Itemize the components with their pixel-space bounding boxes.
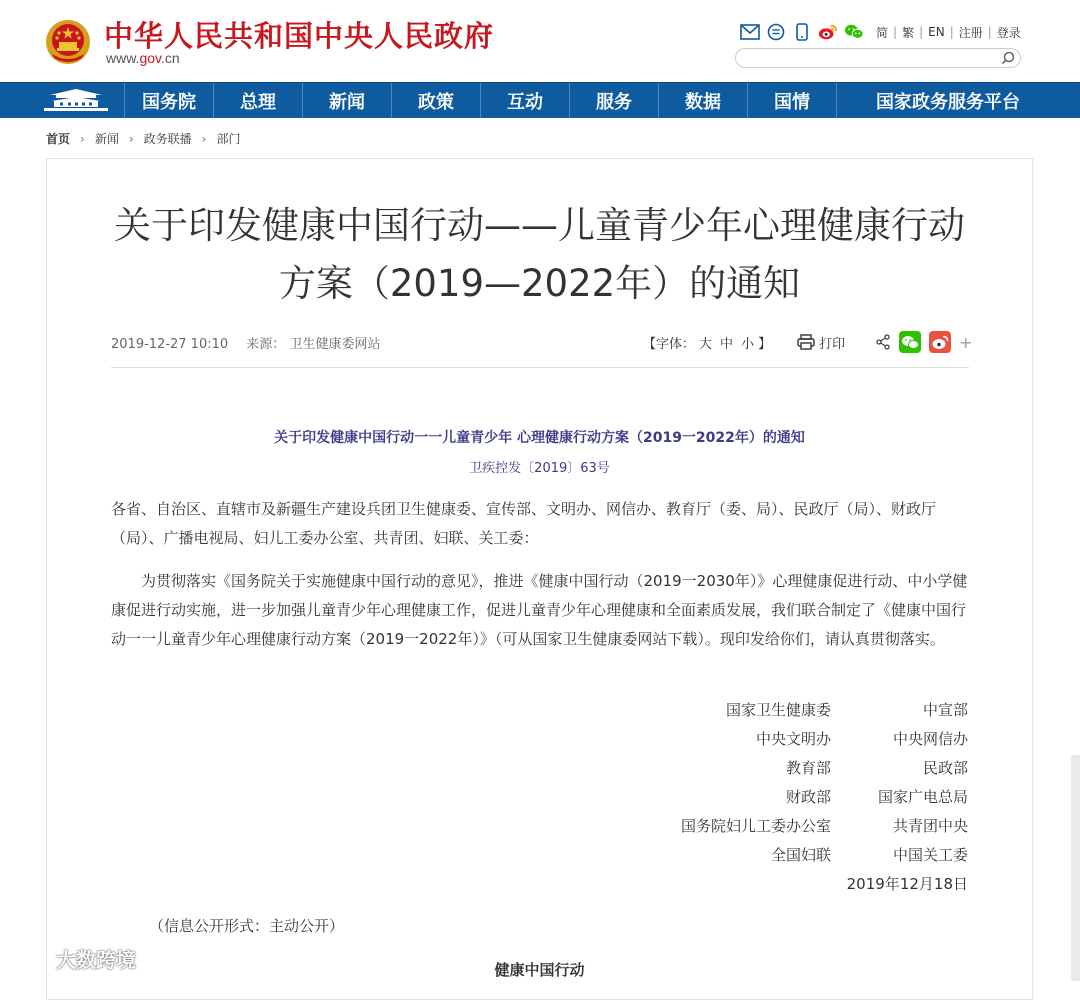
register-link[interactable]: 注册 (958, 25, 983, 40)
signer-left: 国家卫生健康委 (725, 701, 831, 719)
separator: | (987, 25, 992, 39)
nav-item-news[interactable]: 新闻 (302, 83, 391, 118)
font-size-label: 【字体： (643, 336, 696, 352)
font-size-large[interactable]: 大 (699, 336, 713, 352)
signer-right: 共青团中央 (892, 817, 968, 835)
lang-english-link[interactable]: EN (928, 25, 945, 39)
body-paragraph: 为贯彻落实《国务院关于实施健康中国行动的意见》，推进《健康中国行动（2019一2030年）》心理健康促进行动、中小学健康促进行动实施，进一步加强儿童青少年心理健康工作，促进儿童青少年心理健康和全面素质发展，我们联合制定了《健康中国行动一一儿童青少年心理健康行动方案（2019一2022年）》（可从国家卫生健康委网站下载）。现印发给你们，请认真贯彻落实。 (111, 572, 968, 648)
wechat-icon[interactable] (844, 22, 864, 42)
breadcrumb-gov-broadcast[interactable]: 政务联播 (143, 132, 192, 146)
breadcrumb (46, 130, 241, 147)
site-url-gov: gov (139, 50, 161, 66)
nav-item-premier[interactable]: 总理 (213, 83, 302, 118)
font-size-medium[interactable]: 中 (720, 336, 734, 352)
search-input[interactable] (735, 48, 1021, 68)
share-icon[interactable] (875, 334, 891, 350)
addressee-paragraph: 各省、自治区、直辖市及新疆生产建设兵团卫生健康委、宣传部、文明办、网信办、教育厅（委、局）、民政厅（局）、财政厅（局）、广播电视局、妇儿工委办公室、共青团、妇联、关工委： (111, 500, 937, 547)
site-url-prefix: www. (106, 50, 140, 66)
lang-simplified-link[interactable]: 简 (876, 25, 889, 40)
nav-item-state-council[interactable]: 国务院 (124, 83, 213, 118)
main-nav (0, 82, 1080, 118)
tiananmen-home-icon[interactable] (36, 87, 116, 114)
signer-right: 国家广电总局 (877, 788, 968, 806)
font-size-close: 】 (758, 336, 772, 352)
font-size-control (643, 333, 771, 352)
issue-date: 2019年12月18日 (846, 875, 968, 893)
nav-item-national-info[interactable]: 国情 (747, 83, 836, 118)
signer-right: 中宣部 (922, 701, 968, 719)
font-size-small[interactable]: 小 (741, 336, 755, 352)
weibo-icon[interactable] (818, 22, 838, 42)
nav-item-data[interactable]: 数据 (658, 83, 747, 118)
breadcrumb-departments[interactable]: 部门 (216, 132, 241, 146)
print-button[interactable] (797, 333, 845, 352)
article-tools (643, 331, 973, 353)
site-header (0, 0, 1080, 82)
side-scroll-panel[interactable] (1071, 755, 1080, 981)
lang-traditional-link[interactable]: 繁 (902, 25, 915, 40)
language-links (876, 24, 1021, 41)
source-label: 来源： (246, 337, 286, 352)
signer-left: 教育部 (785, 759, 831, 777)
disclosure-note: （信息公开形式：主动公开） (149, 917, 345, 935)
signer-left: 全国妇联 (770, 846, 831, 864)
document-title: 关于印发健康中国行动一一儿童青少年 心理健康行动方案（2019一2022年）的通知 (274, 430, 805, 446)
site-url[interactable] (106, 50, 180, 66)
source-name[interactable]: 卫生健康委网站 (289, 337, 381, 352)
nav-item-gov-service-platform[interactable]: 国家政务服务平台 (836, 83, 1059, 118)
watermark (10, 944, 136, 973)
nav-item-interaction[interactable]: 互动 (480, 83, 569, 118)
breadcrumb-home[interactable]: 首页 (46, 132, 71, 146)
signer-right: 中国关工委 (892, 846, 968, 864)
watermark-text: 大数跨境 (56, 948, 136, 972)
header-toolbar (740, 22, 1021, 42)
article-container (46, 158, 1033, 1000)
article-meta (111, 333, 380, 352)
share-bar (875, 331, 972, 353)
section-title: 健康中国行动 (494, 961, 585, 979)
meta-divider (111, 367, 969, 368)
site-title[interactable]: 中华人民共和国中央人民政府 (104, 19, 495, 53)
more-share-button[interactable]: + (959, 332, 973, 352)
signers-block (47, 699, 1032, 899)
mobile-icon[interactable] (792, 22, 812, 42)
article-title (47, 197, 1032, 313)
national-emblem-icon[interactable] (44, 18, 92, 66)
article-title-line1: 关于印发健康中国行动——儿童青少年心理健康行动 (114, 204, 965, 247)
breadcrumb-news[interactable]: 新闻 (94, 132, 119, 146)
signer-right: 民政部 (922, 759, 968, 777)
chevron-right-icon: › (80, 131, 85, 146)
chevron-right-icon: › (201, 131, 207, 146)
nav-menu (124, 83, 1059, 118)
site-url-suffix: .cn (161, 50, 180, 66)
search-icon[interactable] (1000, 50, 1016, 66)
publish-datetime: 2019-12-27 10:10 (111, 337, 229, 352)
signer-left: 财政部 (785, 788, 831, 806)
printer-icon (797, 334, 815, 350)
login-link[interactable]: 登录 (996, 25, 1021, 40)
document-number: 卫疾控发〔2019〕63号 (469, 461, 610, 476)
separator: | (893, 25, 898, 39)
signer-left: 国务院妇儿工委办公室 (680, 817, 831, 835)
chevron-right-icon: › (128, 131, 134, 146)
signer-right: 中央网信办 (892, 730, 968, 748)
chat-bubble-icon[interactable] (766, 22, 786, 42)
watermark-logo-icon (10, 946, 50, 972)
weibo-share-icon[interactable] (929, 331, 951, 353)
print-label: 打印 (819, 336, 846, 352)
separator: | (949, 25, 954, 39)
separator: | (919, 25, 924, 39)
signer-left: 中央文明办 (755, 730, 831, 748)
wechat-share-icon[interactable] (899, 331, 921, 353)
article-title-line2: 方案（2019—2022年）的通知 (278, 262, 801, 305)
nav-item-policy[interactable]: 政策 (391, 83, 480, 118)
nav-item-services[interactable]: 服务 (569, 83, 658, 118)
mail-icon[interactable] (740, 22, 760, 42)
